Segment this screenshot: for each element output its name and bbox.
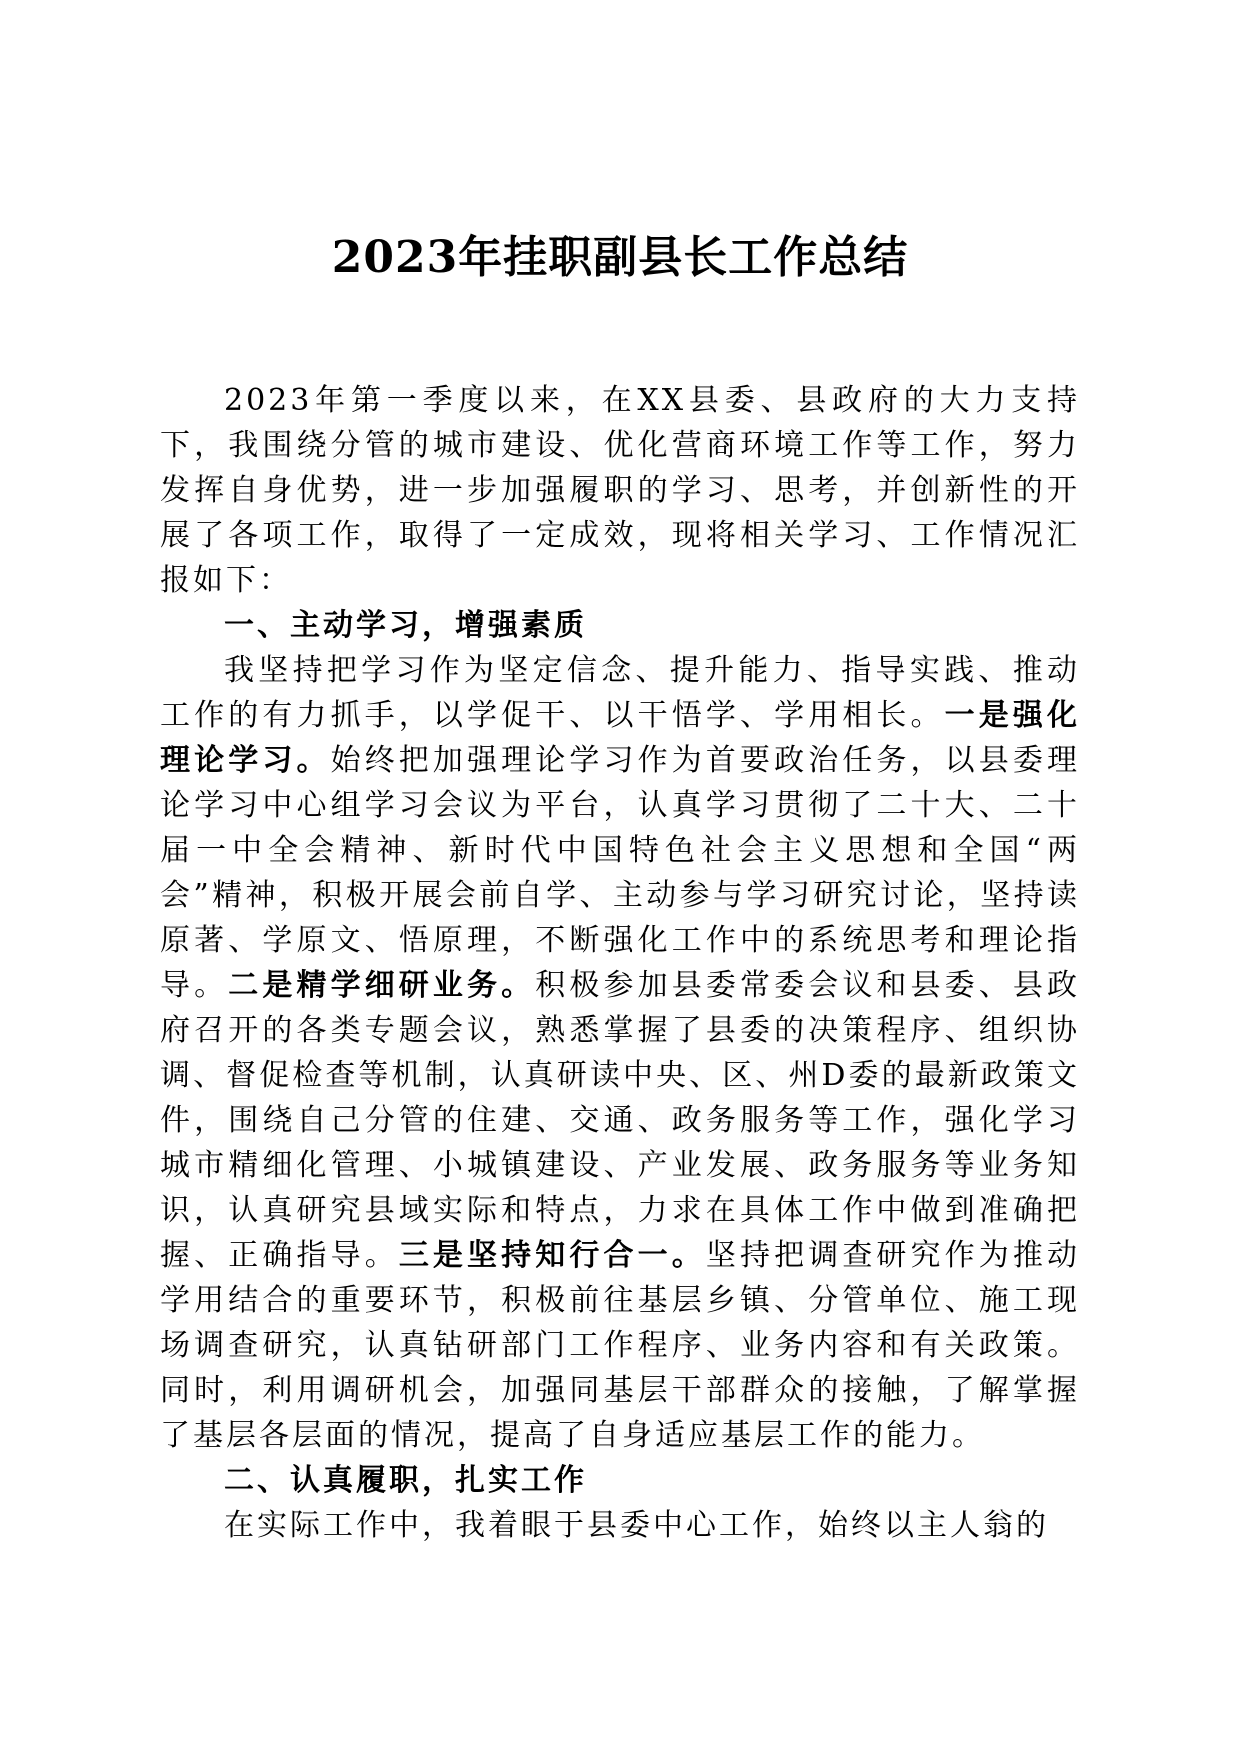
document-body (160, 378, 1080, 1548)
section-2-paragraph: 在实际工作中，我着眼于县委中心工作，始终以主人翁的 (224, 1508, 1049, 1543)
point-2-text: 积极参加县委常委会议和县委、县政府召开的各类专题会议，熟悉掌握了县委的决策程序、组织协调、督促检查等机制，认真研读中央、区、州D委的最新政策文件，围绕自己分管的住建、交通、政务服务等工作，强化学习城市精细化管理、小城镇建设、产业发展、政务服务等业务知识，认真研究县域实际和特点，力求在具体工作中做到准确把握、正确指导。 (160, 968, 1081, 1273)
point-3-text: 坚持把调查研究作为推动学用结合的重要环节，积极前往基层乡镇、分管单位、施工现场调查研究，认真钻研部门工作程序、业务内容和有关政策。同时，利用调研机会，加强同基层干部群众的接触，了解掌握了基层各层面的情况，提高了自身适应基层工作的能力。 (160, 1238, 1081, 1453)
section-1-paragraph (160, 648, 1080, 1458)
document-title: 2023年挂职副县长工作总结 (331, 232, 909, 283)
point-2-title: 二是精学细研业务。 (228, 968, 536, 1003)
section-heading-2: 二、认真履职，扎实工作 (224, 1463, 587, 1498)
section-heading-1: 一、主动学习，增强素质 (224, 608, 587, 643)
point-1-text: 始终把加强理论学习作为首要政治任务，以县委理论学习中心组学习会议为平台，认真学习贯彻了二十大、二十届一中全会精神、新时代中国特色社会主义思想和全国“两会”精神，积极开展会前自学、主动参与学习研究讨论，坚持读原著、学原文、悟原理，不断强化工作中的系统思考和理论指导。 (160, 743, 1081, 1003)
intro-paragraph: 2023年第一季度以来，在XX县委、县政府的大力支持下，我围绕分管的城市建设、优化营商环境工作等工作，努力发挥自身优势，进一步加强履职的学习、思考，并创新性的开展了各项工作，取得了一定成效，现将相关学习、工作情况汇报如下： (160, 383, 1080, 598)
section-1-lead: 我坚持把学习作为坚定信念、提升能力、指导实践、推动工作的有力抓手，以学促干、以干悟学、学用相长。 (160, 653, 1080, 733)
point-1-title: 一是强化理论学习。 (160, 698, 1081, 778)
point-3-title: 三是坚持知行合一。 (398, 1238, 706, 1273)
